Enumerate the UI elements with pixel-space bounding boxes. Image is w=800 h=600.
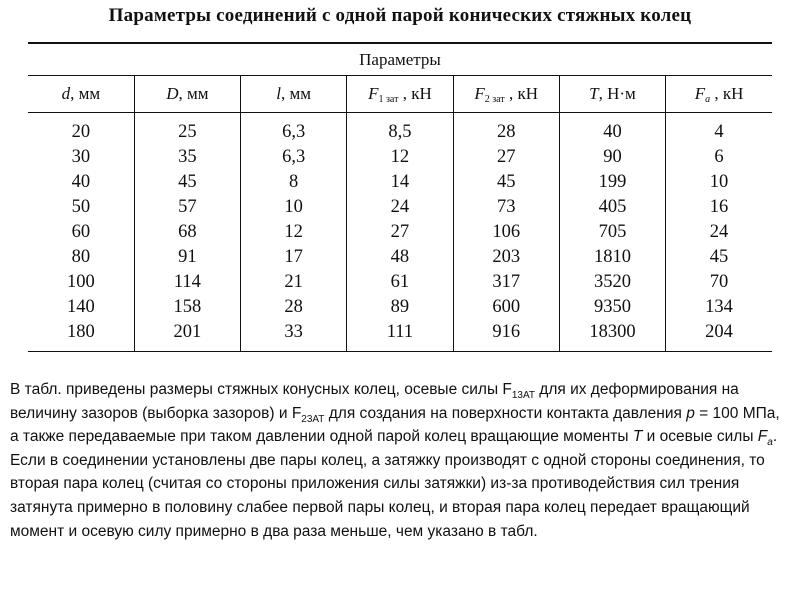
table-cell: 317 <box>453 270 559 295</box>
table-cell: 27 <box>347 220 453 245</box>
column-header-l: l, мм <box>241 76 347 113</box>
table-cell: 12 <box>347 145 453 170</box>
table-row <box>28 220 772 245</box>
table-cell: 45 <box>709 247 729 267</box>
table-cell: 916 <box>453 320 559 352</box>
table-cell: 16 <box>709 197 729 217</box>
table-cell: 27 <box>453 145 559 170</box>
table-cell: 106 <box>453 220 559 245</box>
table-cell: 180 <box>28 320 134 352</box>
table-cell: 114 <box>134 270 240 295</box>
table-cell: 24 <box>709 222 729 242</box>
table-cell: 3520 <box>559 270 665 295</box>
parameters-table <box>28 42 772 352</box>
table-title: Параметры соединений с одной парой конических стяжных колец <box>108 5 692 26</box>
table-cell: 6,3 <box>241 145 347 170</box>
table-cell: 61 <box>347 270 453 295</box>
table-cell: 73 <box>453 195 559 220</box>
table-cell: 50 <box>28 195 134 220</box>
table-cell: 40 <box>28 170 134 195</box>
table-cell: 45 <box>134 170 240 195</box>
table-cell: 6 <box>714 147 724 167</box>
table-cell: 20 <box>28 113 134 146</box>
table-cell: 1810 <box>559 245 665 270</box>
column-header-f1: $F_{1 зат}$ , кН <box>347 76 453 113</box>
column-header-row <box>28 76 772 113</box>
table-cell: 91 <box>134 245 240 270</box>
table-cell: 90 <box>559 145 665 170</box>
table-cell: 68 <box>134 220 240 245</box>
table-cell: 201 <box>134 320 240 352</box>
table-cell: 48 <box>347 245 453 270</box>
column-header-fa: $F_a$ , кН <box>666 76 772 113</box>
table-cell: 80 <box>28 245 134 270</box>
table-cell: 17 <box>241 245 347 270</box>
table-cell: 199 <box>559 170 665 195</box>
description-paragraph: В табл. приведены размеры стяжных конусных колец, осевые силы $F_{13АТ}$ для их деформирования на величину зазоров (выборка зазоров) и $F_{23АТ}$ для создания на поверхности контакта давления p = 100 МПа, а также передаваемые при таком давлении одной парой колец вращающие моменты T и осевые силы $F_a$. Если в соединении установлены две пары колец, а затяжку производят с одной стороны соединения, то вторая пара колец (считая со стороны приложения силы затяжки) из-за противодействия сил трения затянута примерно в половину слабее первой пары колец, и вторая пара колец передает вращающий момент и осевую силу примерно в два раза меньше, чем указано в табл. <box>10 381 780 540</box>
table-row <box>28 195 772 220</box>
table-cell: 33 <box>241 320 347 352</box>
table-cell: 6,3 <box>241 113 347 146</box>
table-row <box>28 170 772 195</box>
table-cell: 89 <box>347 295 453 320</box>
table-row <box>28 113 772 146</box>
column-header-t: T, Н·м <box>559 76 665 113</box>
table-cell: 45 <box>453 170 559 195</box>
table-cell: 14 <box>347 170 453 195</box>
table-cell: 57 <box>134 195 240 220</box>
table-row <box>28 270 772 295</box>
table-cell: 600 <box>453 295 559 320</box>
table-cell: 40 <box>559 113 665 146</box>
group-header: Параметры <box>28 43 772 76</box>
table-row <box>28 245 772 270</box>
table-cell: 25 <box>134 113 240 146</box>
table-cell: 134 <box>705 297 733 317</box>
table-cell: 10 <box>241 195 347 220</box>
column-header-d: d, мм <box>28 76 134 113</box>
table-cell: 100 <box>28 270 134 295</box>
table-cell: 9350 <box>559 295 665 320</box>
table-cell: 705 <box>559 220 665 245</box>
table-row <box>28 295 772 320</box>
table-cell: 10 <box>709 172 729 192</box>
table-cell: 203 <box>453 245 559 270</box>
table-cell: 28 <box>241 295 347 320</box>
table-cell: 70 <box>709 272 729 292</box>
table-cell: 8 <box>241 170 347 195</box>
column-header-D: D, мм <box>134 76 240 113</box>
table-cell: 12 <box>241 220 347 245</box>
column-header-f2: $F_{2 зат}$ , кН <box>453 76 559 113</box>
table-cell: 8,5 <box>347 113 453 146</box>
table-row <box>28 320 772 352</box>
table-cell: 4 <box>714 122 724 142</box>
table-cell: 30 <box>28 145 134 170</box>
table-cell: 405 <box>559 195 665 220</box>
table-cell: 21 <box>241 270 347 295</box>
table-cell: 60 <box>28 220 134 245</box>
table-cell: 140 <box>28 295 134 320</box>
table-cell: 204 <box>705 322 733 342</box>
table-body <box>28 113 772 352</box>
table-cell: 111 <box>347 320 453 352</box>
table-cell: 158 <box>134 295 240 320</box>
table-cell: 28 <box>453 113 559 146</box>
table-row <box>28 145 772 170</box>
table-cell: 24 <box>347 195 453 220</box>
table-cell: 18300 <box>559 320 665 352</box>
table-cell: 35 <box>134 145 240 170</box>
